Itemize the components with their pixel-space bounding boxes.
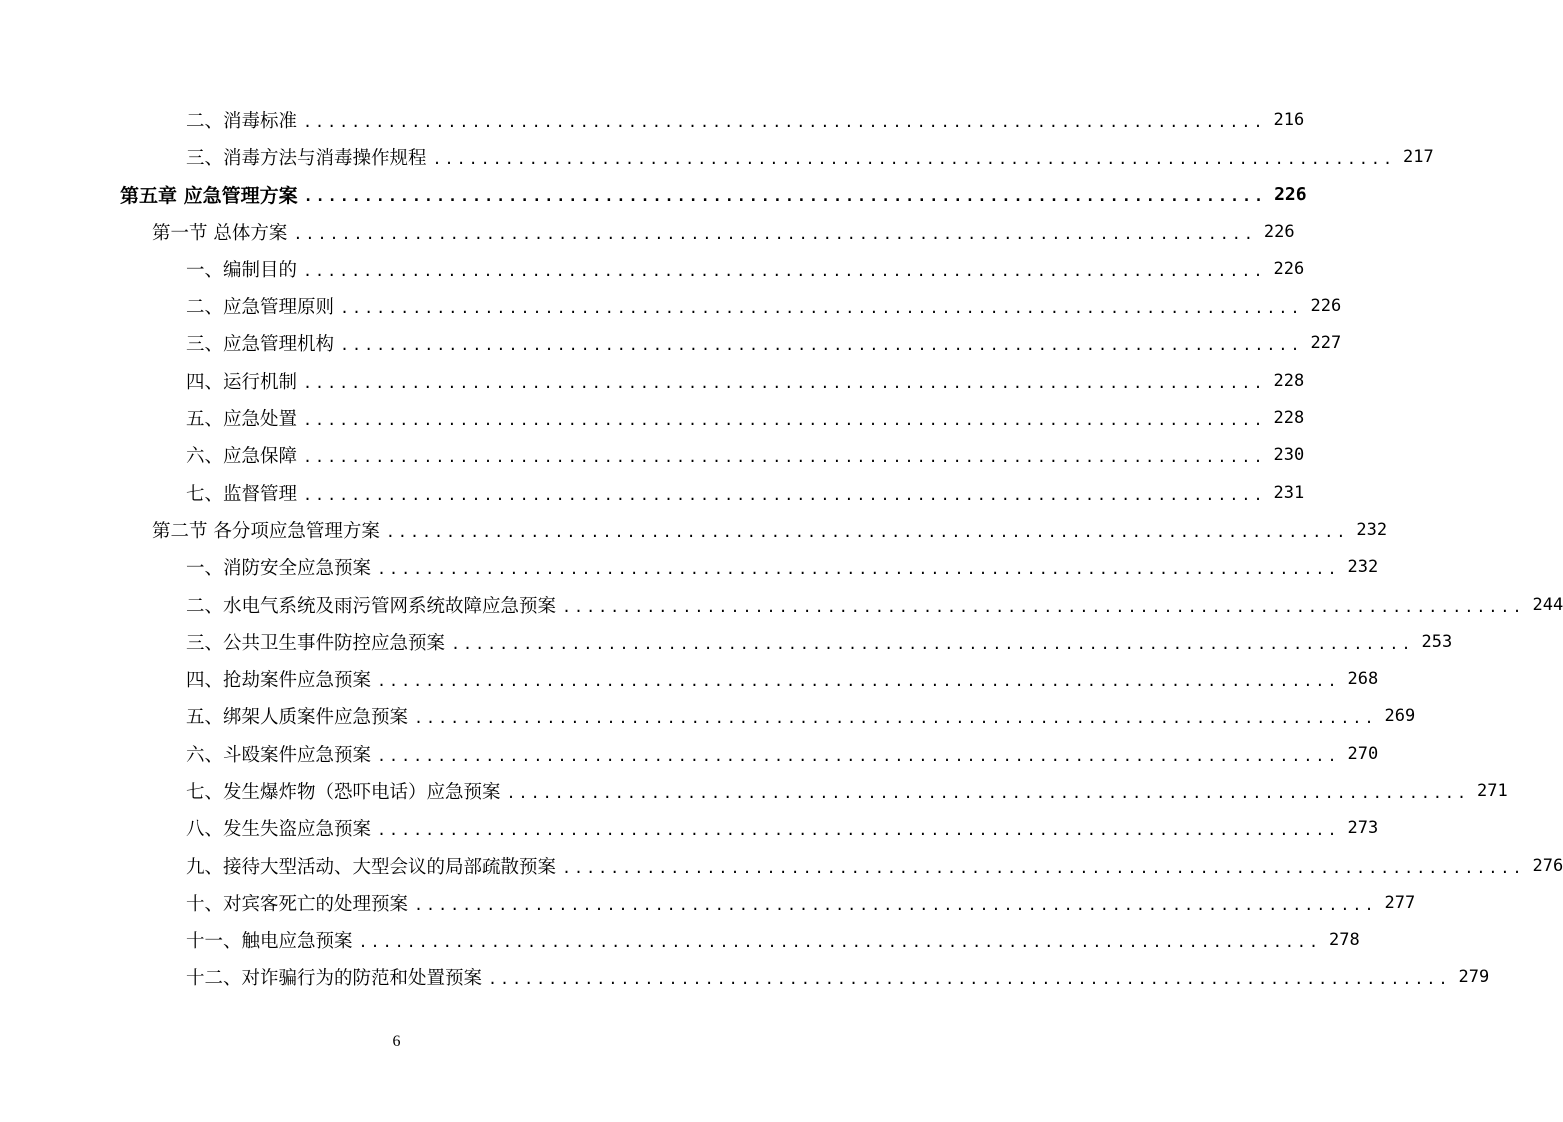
toc-section-entry[interactable] — [0, 213, 1295, 250]
toc-entry-title: 十、对宾客死亡的处理预案 — [186, 893, 409, 915]
toc-entry-title: 二、应急管理原则 — [186, 297, 335, 319]
toc-item-entry[interactable] — [0, 772, 1508, 809]
toc-dot-leader: ................................................................................ — [377, 821, 1340, 840]
toc-item-entry[interactable] — [0, 660, 1379, 697]
toc-entry-title: 二、消毒标准 — [186, 110, 298, 132]
toc-entry-title: 十一、触电应急预案 — [186, 931, 353, 953]
toc-item-entry[interactable] — [0, 325, 1342, 362]
toc-dot-leader: ................................................................................ — [451, 634, 1414, 653]
toc-entry-title: 六、斗殴案件应急预案 — [186, 744, 372, 766]
toc-entry-page-number: 226 — [1263, 221, 1295, 242]
toc-entry-title: 二、水电气系统及雨污管网系统故障应急预案 — [186, 595, 557, 617]
toc-dot-leader: ................................................................................ — [303, 261, 1266, 280]
toc-dot-leader: ................................................................................ — [506, 783, 1469, 802]
toc-entry-page-number: 276 — [1532, 855, 1563, 876]
toc-dot-leader: ................................................................................ — [432, 149, 1395, 168]
toc-dot-leader: ................................................................................ — [377, 560, 1340, 579]
toc-entry-page-number: 228 — [1273, 370, 1305, 391]
toc-item-entry[interactable] — [0, 138, 1434, 175]
toc-entry-title: 八、发生失盗应急预案 — [186, 819, 372, 841]
toc-entry-title: 第二节 各分项应急管理方案 — [152, 520, 380, 542]
toc-dot-leader: ................................................................................ — [303, 448, 1266, 467]
toc-entry-title: 第一节 总体方案 — [152, 222, 288, 244]
toc-section-entry[interactable] — [0, 511, 1388, 548]
toc-entry-title: 四、抢劫案件应急预案 — [186, 670, 372, 692]
toc-item-entry[interactable] — [0, 399, 1305, 436]
toc-item-entry[interactable] — [0, 847, 1563, 884]
toc-entry-page-number: 271 — [1476, 780, 1508, 801]
toc-item-entry[interactable] — [0, 437, 1305, 474]
toc-entry-page-number: 226 — [1273, 258, 1305, 279]
toc-dot-leader: ................................................................................ — [358, 933, 1321, 952]
toc-item-entry[interactable] — [0, 735, 1379, 772]
toc-entry-page-number: 227 — [1310, 333, 1342, 354]
toc-entry-page-number: 277 — [1384, 892, 1416, 913]
toc-entry-page-number: 230 — [1273, 445, 1305, 466]
toc-dot-leader: ................................................................................ — [414, 709, 1377, 728]
toc-dot-leader: ................................................................................ — [562, 858, 1525, 877]
toc-entry-page-number: 273 — [1347, 818, 1379, 839]
toc-entry-page-number: 268 — [1347, 669, 1379, 690]
toc-entry-page-number: 232 — [1356, 519, 1388, 540]
toc-dot-leader: ................................................................................ — [303, 373, 1266, 392]
toc-item-entry[interactable] — [0, 698, 1416, 735]
toc-entry-page-number: 232 — [1347, 557, 1379, 578]
toc-entry-page-number: 269 — [1384, 706, 1416, 727]
toc-item-entry[interactable] — [0, 884, 1416, 921]
toc-entry-title: 五、应急处置 — [186, 409, 298, 431]
toc-entry-page-number: 216 — [1273, 109, 1305, 130]
toc-item-entry[interactable] — [0, 362, 1305, 399]
toc-entry-page-number: 231 — [1273, 482, 1305, 503]
toc-chapter-entry[interactable] — [0, 176, 1307, 213]
table-of-contents — [0, 101, 1563, 996]
toc-entry-title: 六、应急保障 — [186, 446, 298, 468]
toc-item-entry[interactable] — [0, 922, 1360, 959]
toc-dot-leader: ................................................................................ — [385, 522, 1349, 541]
toc-entry-title: 第五章 应急管理方案 — [120, 184, 298, 207]
toc-entry-title: 九、接待大型活动、大型会议的局部疏散预案 — [186, 856, 557, 878]
toc-entry-title: 三、应急管理机构 — [186, 334, 335, 356]
page-number: 6 — [392, 1033, 401, 1050]
toc-item-entry[interactable] — [0, 250, 1305, 287]
toc-entry-page-number: 217 — [1402, 146, 1434, 167]
toc-dot-leader: ................................................................................ — [414, 895, 1377, 914]
toc-entry-page-number: 226 — [1310, 296, 1342, 317]
toc-dot-leader: ................................................................................ — [377, 672, 1340, 691]
toc-entry-title: 七、监督管理 — [186, 483, 298, 505]
toc-entry-title: 一、编制目的 — [186, 259, 298, 281]
toc-dot-leader: ................................................................................ — [488, 970, 1451, 989]
toc-dot-leader: ................................................................................ — [303, 112, 1266, 131]
toc-entry-title: 十二、对诈骗行为的防范和处置预案 — [186, 968, 483, 990]
toc-dot-leader: ................................................................................ — [303, 485, 1266, 504]
toc-dot-leader: ................................................................................ — [377, 746, 1340, 765]
toc-dot-leader: ................................................................................ — [340, 299, 1303, 318]
toc-item-entry[interactable] — [0, 101, 1305, 138]
toc-item-entry[interactable] — [0, 623, 1453, 660]
toc-dot-leader: ................................................................................ — [293, 224, 1256, 243]
toc-item-entry[interactable] — [0, 586, 1563, 623]
toc-entry-page-number: 244 — [1532, 594, 1563, 615]
toc-entry-page-number: 226 — [1274, 183, 1307, 205]
toc-dot-leader: ................................................................................ — [562, 597, 1525, 616]
toc-item-entry[interactable] — [0, 474, 1305, 511]
toc-dot-leader: ................................................................................ — [303, 411, 1266, 430]
toc-entry-page-number: 228 — [1273, 408, 1305, 429]
toc-entry-title: 七、发生爆炸物（恐吓电话）应急预案 — [186, 781, 501, 803]
toc-entry-title: 三、消毒方法与消毒操作规程 — [186, 147, 427, 169]
toc-dot-leader: ................................................................................ — [340, 336, 1303, 355]
toc-entry-page-number: 270 — [1347, 743, 1379, 764]
toc-entry-title: 一、消防安全应急预案 — [186, 558, 372, 580]
toc-entry-page-number: 253 — [1421, 631, 1453, 652]
toc-item-entry[interactable] — [0, 549, 1379, 586]
toc-entry-page-number: 279 — [1458, 967, 1490, 988]
toc-dot-leader: ................................................................................ — [303, 187, 1267, 206]
toc-item-entry[interactable] — [0, 287, 1342, 324]
toc-entry-page-number: 278 — [1328, 930, 1360, 951]
toc-item-entry[interactable] — [0, 959, 1490, 996]
toc-item-entry[interactable] — [0, 810, 1379, 847]
toc-entry-title: 四、运行机制 — [186, 371, 298, 393]
toc-entry-title: 五、绑架人质案件应急预案 — [186, 707, 409, 729]
toc-entry-title: 三、公共卫生事件防控应急预案 — [186, 632, 446, 654]
